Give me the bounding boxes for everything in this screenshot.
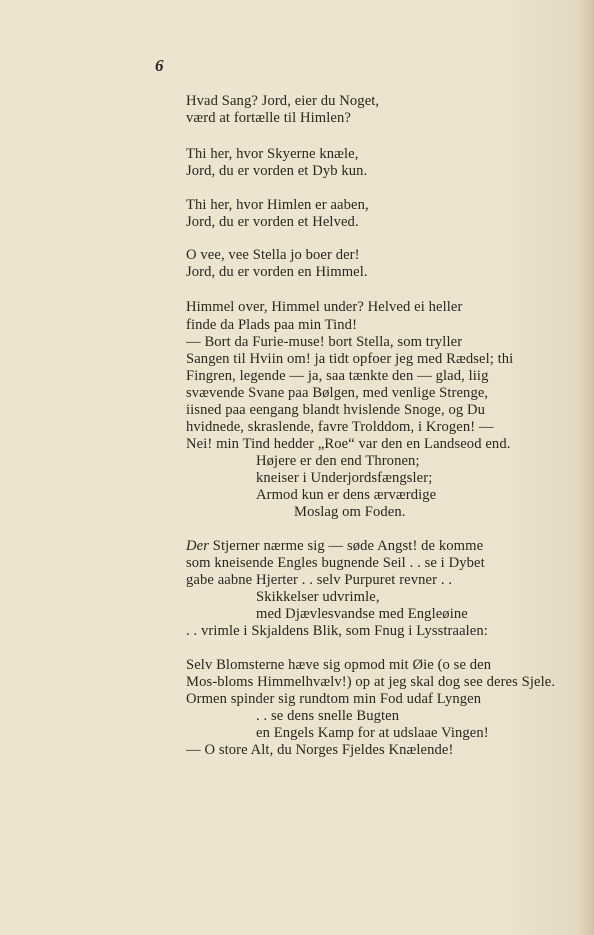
poem-line	[186, 263, 368, 281]
line-text: . . vrimle i Skjaldens Blik, som Fnug i Lysstraalen:	[186, 623, 488, 639]
poem-line	[186, 162, 367, 180]
poem-line	[186, 316, 357, 334]
line-text: Jord, du er vorden et Dyb kun.	[186, 163, 368, 179]
poem-line	[186, 298, 462, 316]
page-number: 6	[155, 56, 164, 75]
poem-line	[186, 418, 494, 436]
poem-line	[256, 452, 420, 470]
poem-line	[186, 333, 462, 351]
line-text: Armod kun er dens ærværdige	[256, 487, 437, 503]
line-text: Ormen spinder sig rundtom min Fod udaf Lyngen	[186, 691, 482, 707]
poem-line	[186, 690, 481, 708]
poem-line	[186, 622, 488, 640]
line-text: Hvad Sang? Jord, eier du Noget,	[186, 93, 380, 109]
line-text: Skikkelser udvrimle,	[256, 589, 380, 605]
poem-line	[186, 401, 485, 419]
poem-line	[186, 213, 359, 231]
poem-line	[186, 196, 369, 214]
line-text: Sangen til Hviin om! ja tidt opfoer jeg med Rædsel; thi	[186, 351, 514, 367]
line-text: med Djævlesvandse med Engleøine	[256, 606, 468, 622]
line-text: Thi her, hvor Himlen er aaben,	[186, 197, 369, 213]
line-text: Mos-bloms Himmelhvælv!) op at jeg skal dog see deres Sjele.	[186, 674, 556, 690]
line-text: Jord, du er vorden et Helved.	[186, 214, 359, 230]
line-text: Thi her, hvor Skyerne knæle,	[186, 146, 359, 162]
line-text: Fingren, legende — ja, saa tænkte den — glad, liig	[186, 368, 489, 384]
line-text: gabe aabne Hjerter . . selv Purpuret revner . .	[186, 572, 453, 588]
line-text: Moslag om Foden.	[294, 504, 406, 520]
line-text: en Engels Kamp for at udslaae Vingen!	[256, 725, 489, 741]
poem-line	[186, 145, 358, 163]
line-text: — Bort da Furie-muse! bort Stella, som tryller	[186, 334, 463, 350]
line-text: svævende Svane paa Bølgen, med venlige Strenge,	[186, 385, 489, 401]
line-text: finde da Plads paa min Tind!	[186, 317, 358, 333]
line-text: Nei! min Tind hedder „Roe“ var den en Landseod end.	[186, 436, 511, 452]
poem-line	[186, 741, 453, 759]
line-text: Højere er den end Thronen;	[256, 453, 420, 469]
emphasized-word: Der	[186, 538, 209, 554]
poem-line	[294, 503, 405, 521]
line-text: kneiser i Underjordsfængsler;	[256, 470, 433, 486]
line-text: Jord, du er vorden en Himmel.	[186, 264, 368, 280]
poem-line	[256, 605, 468, 623]
poem-line	[186, 92, 379, 110]
line-text: — O store Alt, du Norges Fjeldes Knælende!	[186, 742, 454, 758]
line-text: . . se dens snelle Bugten	[256, 708, 400, 724]
poem-line	[186, 384, 488, 402]
poem-line	[256, 724, 489, 742]
poem-line	[186, 554, 485, 572]
line-text: O vee, vee Stella jo boer der!	[186, 247, 360, 263]
poem-line	[186, 367, 488, 385]
line-text: Selv Blomsterne hæve sig opmod mit Øie (o se den	[186, 657, 492, 673]
poem-line	[256, 707, 399, 725]
poem-line	[186, 673, 555, 691]
line-text: Stjerner nærme sig — søde Angst! de komme	[209, 538, 484, 554]
poem-line	[186, 537, 483, 555]
poem-line	[186, 435, 510, 453]
poem-line	[256, 469, 432, 487]
poem-line	[256, 588, 380, 606]
line-text: Himmel over, Himmel under? Helved ei heller	[186, 299, 463, 315]
line-text: iisned paa eengang blandt hvislende Snoge, og Du	[186, 402, 486, 418]
poem-line	[186, 571, 452, 589]
poem-line	[256, 486, 436, 504]
poem-line	[186, 656, 491, 674]
poem-line	[186, 109, 351, 127]
line-text: som kneisende Engles bugnende Seil . . se i Dybet	[186, 555, 485, 571]
line-text: hvidnede, skraslende, favre Trolddom, i Krogen! —	[186, 419, 494, 435]
line-text: værd at fortælle til Himlen?	[186, 110, 351, 126]
poem-line	[186, 350, 513, 368]
poem-line	[186, 246, 360, 264]
